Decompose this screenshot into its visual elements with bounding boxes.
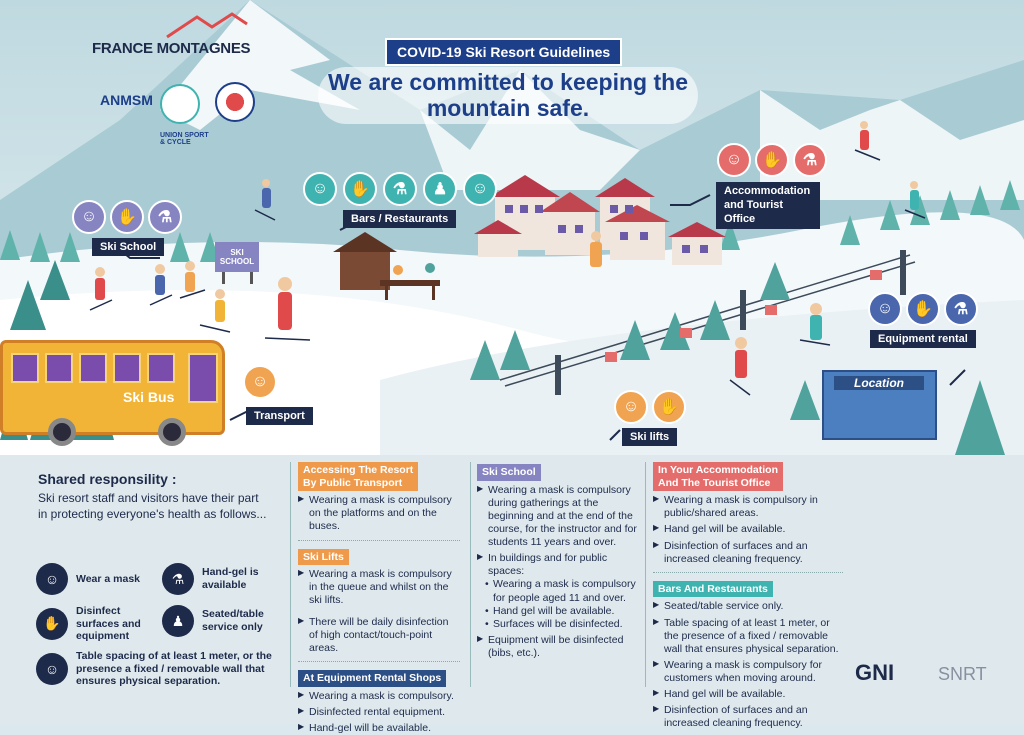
snrt-logo: SNRT (938, 664, 987, 684)
mask-icon: ☺ (868, 292, 902, 326)
bullet: ▶ Hand gel will be available. (653, 688, 843, 701)
ski-school-sign: SKI SCHOOL (219, 248, 255, 266)
legend-gel: ⚗ Hand-gel is available (162, 563, 262, 595)
bullet: ▶ Disinfected rental equipment. (298, 706, 460, 719)
hand-gel-icon: ⚗ (148, 200, 182, 234)
bullet: ▶ Wearing a mask is compulsory on the platforms and on the buses. (298, 494, 460, 533)
label-ski-lifts: Ski lifts (622, 428, 677, 446)
table-spacing-icon: ☺ (36, 653, 68, 685)
union-sport-cycle-logo: UNION SPORT & CYCLE (160, 132, 209, 147)
hand-gel-icon: ⚗ (793, 143, 827, 177)
table-spacing-icon: ☺ (463, 172, 497, 206)
domaines-skiables-logo (160, 84, 200, 124)
bullet: ▶ Table spacing of at least 1 meter, or the presence of a fixed / removable wall that ensures physical separation. (653, 617, 843, 656)
mask-icon: ☺ (36, 563, 68, 595)
federation-logo (215, 82, 255, 122)
section-title-rental: At Equipment Rental Shops (298, 670, 446, 687)
column-divider (645, 462, 646, 687)
page-tag: COVID-19 Ski Resort Guidelines (385, 38, 622, 66)
page-headline: We are committed to keeping the mountain safe. (318, 67, 698, 124)
bullet: ▶ Seated/table service only. (653, 600, 843, 613)
label-bars-restaurants: Bars / Restaurants (343, 210, 456, 228)
bullet: ▶ Wearing a mask is compulsory for customers when moving around. (653, 659, 843, 685)
section-title-ski-school: Ski School (477, 464, 541, 481)
bullet: ▶ Wearing a mask is compulsory in the queue and whilst on the ski lifts. (298, 568, 460, 607)
legend-disinfect: ✋ Disinfect surfaces and equipment (36, 605, 160, 643)
shop-sign: Location (834, 376, 924, 390)
france-montagnes-logo (92, 22, 272, 57)
bullet: ▶ Wearing a mask is compulsory during gatherings at the beginning and at the end of the course, for the instructor and for students 11 years and over. (477, 484, 639, 550)
column-divider (290, 462, 291, 687)
label-accommodation: Accommodation and Tourist Office (716, 182, 820, 229)
disinfect-icon: ✋ (906, 292, 940, 326)
anmsm-logo: ANMSM (100, 92, 153, 108)
mask-icon: ☺ (614, 390, 648, 424)
sub-bullet: • Hand gel will be available. (477, 605, 639, 618)
bullet: ▶ Equipment will be disinfected (bibs, etc.). (477, 634, 639, 660)
ski-bus (0, 340, 225, 435)
bullet: ▶ Disinfection of surfaces and an increased cleaning frequency. (653, 540, 843, 566)
bus-name: Ski Bus (123, 389, 175, 405)
legend-mask: ☺ Wear a mask (36, 563, 140, 595)
label-equipment-rental: Equipment rental (870, 330, 976, 348)
seated-service-icon: ♟ (423, 172, 457, 206)
disinfect-icon: ✋ (652, 390, 686, 424)
bullet: ▶ There will be daily disinfection of high contact/touch-point areas. (298, 616, 460, 655)
label-ski-school: Ski School (92, 238, 164, 256)
label-transport: Transport (246, 407, 313, 425)
bullet: ▶ Disinfection of surfaces and an increased cleaning frequency. (653, 704, 843, 730)
mask-icon: ☺ (717, 143, 751, 177)
disinfect-icon: ✋ (343, 172, 377, 206)
section-title-transport: Accessing The Resort By Public Transport (298, 462, 418, 491)
column-transport-lifts-rental (298, 462, 460, 735)
bullet: ▶ Wearing a mask is compulsory. (298, 690, 460, 703)
disinfect-icon: ✋ (755, 143, 789, 177)
disinfect-icon: ✋ (110, 200, 144, 234)
sub-bullet: • Wearing a mask is compulsory for people aged 11 and over. (477, 578, 639, 604)
seated-service-icon: ♟ (162, 605, 194, 637)
column-accommodation-bars (653, 462, 843, 731)
section-title-accommodation: In Your Accommodation And The Tourist Office (653, 462, 783, 491)
mountain-swoosh-icon (162, 12, 252, 42)
rental-shop (822, 370, 937, 440)
bullet: ▶ Wearing a mask is compulsory in public/shared areas. (653, 494, 843, 520)
shared-title: Shared responsility : (38, 471, 177, 487)
gni-logo: GNI (855, 660, 895, 685)
hand-gel-icon: ⚗ (162, 563, 194, 595)
bullet: ▶ Hand gel will be available. (653, 523, 843, 536)
hand-gel-icon: ⚗ (383, 172, 417, 206)
bullet: ▶ Hand-gel will be available. (298, 722, 460, 735)
mask-icon: ☺ (303, 172, 337, 206)
disinfect-icon: ✋ (36, 608, 68, 640)
section-title-ski-lifts: Ski Lifts (298, 549, 349, 566)
legend-spacing: ☺ Table spacing of at least 1 meter, or the presence a fixed / removable wall that ensures physical separation. (36, 650, 281, 688)
column-ski-school (477, 462, 639, 660)
shared-text: Ski resort staff and visitors have their part in protecting everyone's health as follows... (38, 491, 267, 521)
column-divider (470, 462, 471, 687)
section-title-bars: Bars And Restaurants (653, 581, 773, 598)
mask-icon: ☺ (72, 200, 106, 234)
logo-title: FRANCE MONTAGNES (92, 40, 251, 57)
mask-icon: ☺ (243, 365, 277, 399)
sub-bullet: • Surfaces will be disinfected. (477, 618, 639, 631)
hand-gel-icon: ⚗ (944, 292, 978, 326)
bullet: ▶ In buildings and for public spaces: (477, 552, 639, 578)
legend-seated: ♟ Seated/table service only (162, 605, 274, 637)
